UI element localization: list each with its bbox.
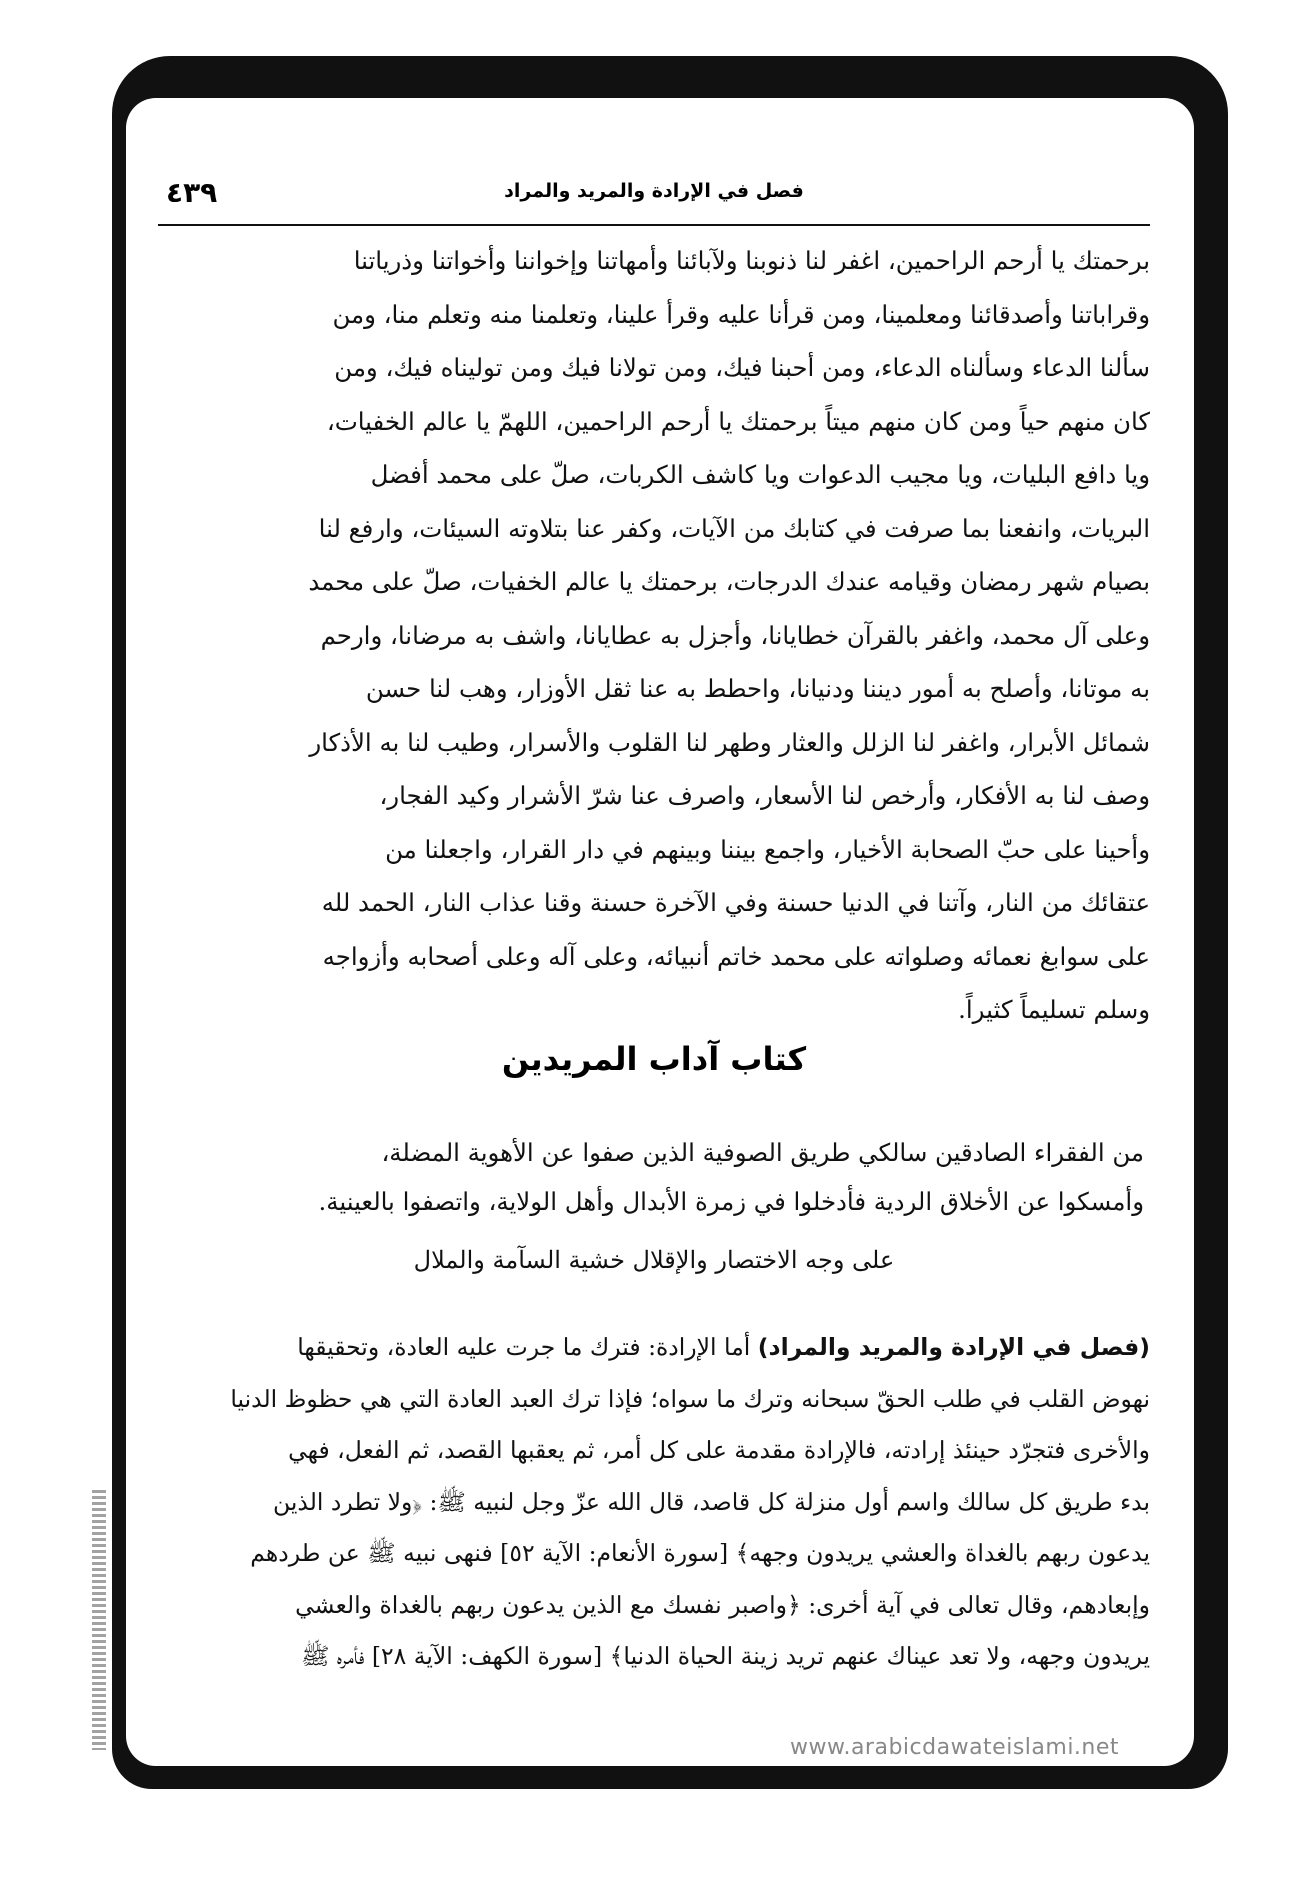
subtitle-line: على وجه الاختصار والإقلال خشية السآمة والملال [413, 1246, 895, 1274]
text-line: برحمتك يا أرحم الراحمين، اغفر لنا ذنوبنا ولآبائنا وأمهاتنا وإخواننا وأخواتنا وذرياتنا [353, 246, 1150, 275]
scan-margin-strip [92, 1490, 106, 1750]
text-line: وعلى آل محمد، واغفر بالقرآن خطايانا، وأجزل به عطايانا، واشف به مرضانا، وارحم [320, 620, 1150, 650]
text-line: وإبعادهم، وقال تعالى في آية أخرى: ﴿واصبر نفسك مع الذين يدعون ربهم بالغداة والعشي [295, 1590, 1150, 1619]
text-line: من الفقراء الصادقين سالكي طريق الصوفية الذين صفوا عن الأهوية المضلة، [381, 1138, 1144, 1167]
section-paragraph [158, 1322, 1150, 1683]
text-line: البريات، وانفعنا بما صرفت في كتابك من الآيات، وكفر عنا بتلاوته السيئات، وارفع لنا [318, 513, 1150, 543]
text-line [158, 1322, 1150, 1374]
text-line: عتقائك من النار، وآتنا في الدنيا حسنة وفي الآخرة حسنة وقنا عذاب النار، الحمد لله [321, 888, 1150, 917]
page-number: ٤٣٩ [166, 176, 218, 209]
running-header [158, 176, 1150, 226]
section-lead: (فصل في الإرادة والمريد والمراد) [757, 1333, 1150, 1361]
section-lead-rest: أما الإرادة: فترك ما جرت عليه العادة، وتحقيقها [297, 1333, 758, 1361]
prayer-paragraph [158, 234, 1150, 1037]
text-line: يدعون ربهم بالغداة والعشي يريدون وجهه﴾ [سورة الأنعام: الآية ٥٢] فنهى نبيه ﷺ عن طردهم [250, 1539, 1150, 1567]
watermark-url: www.arabicdawateislami.net [790, 1735, 1120, 1760]
text-line: ويا دافع البليات، ويا مجيب الدعوات ويا كاشف الكربات، صلّ على محمد أفضل [370, 460, 1150, 489]
book-heading: كتاب آداب المريدين [501, 1040, 807, 1078]
text-line: وصف لنا به الأفكار، وأرخص لنا الأسعار، واصرف عنا شرّ الأشرار وكيد الفجار، [379, 781, 1150, 810]
text-line: وسلم تسليماً كثيراً. [958, 995, 1150, 1024]
text-line: شمائل الأبرار، واغفر لنا الزلل والعثار وطهر لنا القلوب والأسرار، وطيب لنا به الأذكار [309, 727, 1150, 757]
text-line: على سوابغ نعمائه وصلواته على محمد خاتم أنبيائه، وعلى آله وعلى أصحابه وأزواجه [322, 941, 1150, 971]
intro-paragraph [158, 1128, 1150, 1226]
text-line: نهوض القلب في طلب الحقّ سبحانه وترك ما سواه؛ فإذا ترك العبد العادة التي هي حظوظ الدنيا [230, 1384, 1150, 1413]
text-line: به موتانا، وأصلح به أمور ديننا ودنيانا، واحطط به عنا ثقل الأوزار، وهب لنا حسن [365, 674, 1150, 703]
text-line: كان منهم حياً ومن كان منهم ميتاً برحمتك يا أرحم الراحمين، اللهمّ يا عالم الخفيات، [326, 406, 1150, 436]
text-line: سألنا الدعاء وسألناه الدعاء، ومن أحبنا فيك، ومن تولانا فيك ومن توليناه فيك، ومن [334, 353, 1150, 382]
text-line: والأخرى فتجرّد حينئذ إرادته، فالإرادة مقدمة على كل أمر، ثم يعقبها القصد، ثم الفعل، فهي [288, 1436, 1150, 1464]
text-line: وقراباتنا وأصدقائنا ومعلمينا، ومن قرأنا عليه وقرأ علينا، وتعلمنا منه وتعلم منا، ومن [332, 299, 1150, 329]
text-line: وأمسكوا عن الأخلاق الردية فأدخلوا في زمرة الأبدال وأهل الولاية، واتصفوا بالعينية. [318, 1187, 1144, 1216]
text-line: بصيام شهر رمضان وقيامه عندك الدرجات، برحمتك يا عالم الخفيات، صلّ على محمد [308, 567, 1150, 596]
header-title: فصل في الإرادة والمريد والمراد [504, 180, 804, 202]
text-line: يريدون وجهه، ولا تعد عيناك عنهم تريد زينة الحياة الدنيا﴾ [سورة الكهف: الآية ٢٨] فأمره ﷺ [301, 1642, 1150, 1670]
text-line: بدء طريق كل سالك واسم أول منزلة كل قاصد، قال الله عزّ وجل لنبيه ﷺ: ﴿ولا تطرد الذين [273, 1487, 1150, 1516]
text-line: وأحينا على حبّ الصحابة الأخيار، واجمع بيننا وبينهم في دار القرار، واجعلنا من [385, 834, 1150, 864]
